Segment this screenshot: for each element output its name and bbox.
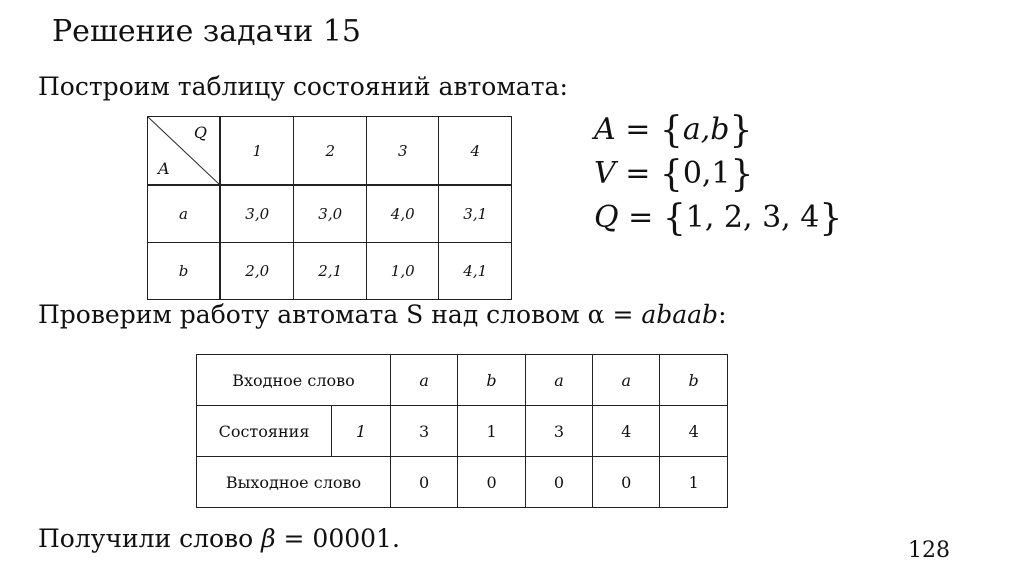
result-line: Получили слово β = 00001.	[38, 524, 400, 553]
set-v: V = {0,1}	[594, 154, 754, 195]
input-cell: a	[391, 355, 458, 406]
table-cell: 3,1	[439, 185, 512, 243]
input-cell: b	[458, 355, 526, 406]
input-cell: b	[660, 355, 728, 406]
state-table	[147, 116, 512, 300]
table-cell: 4,0	[366, 185, 439, 243]
output-cell: 0	[391, 457, 458, 508]
table-cell: 1,0	[366, 243, 439, 300]
state-cell: 1	[458, 406, 526, 457]
table-cell: 2,1	[294, 243, 367, 300]
check-line: Проверим работу автомата S над словом α = abaab:	[38, 300, 727, 329]
output-cell: 1	[660, 457, 728, 508]
set-q: Q = {1, 2, 3, 4}	[594, 198, 843, 239]
state-cell: 4	[593, 406, 660, 457]
slide-title: Решение задачи 15	[52, 14, 362, 49]
table-cell: 3,0	[294, 185, 367, 243]
states-label: Состояния	[197, 406, 332, 457]
input-symbol: a	[148, 185, 221, 243]
word-alpha: abaab	[641, 300, 719, 329]
output-cell: 0	[458, 457, 526, 508]
output-cell: 0	[525, 457, 592, 508]
input-symbol: b	[148, 243, 221, 300]
set-a: A = {a,b}	[594, 110, 753, 151]
subtitle: Построим таблицу состояний автомата:	[38, 72, 568, 101]
input-cell: a	[525, 355, 592, 406]
state-header: 1	[220, 117, 294, 186]
input-cell: a	[593, 355, 660, 406]
corner-q-label: Q	[193, 123, 207, 142]
set-definitions	[594, 110, 842, 242]
state-header: 3	[366, 117, 439, 186]
state-header: 2	[294, 117, 367, 186]
state-cell: 3	[391, 406, 458, 457]
trace-table	[196, 354, 728, 508]
page-number: 128	[908, 538, 950, 563]
output-word-label: Выходное слово	[197, 457, 391, 508]
table-cell: 3,0	[220, 185, 294, 243]
initial-state: 1	[332, 406, 391, 457]
table-cell: 2,0	[220, 243, 294, 300]
state-cell: 4	[660, 406, 728, 457]
table-cell: 4,1	[439, 243, 512, 300]
corner-cell	[148, 117, 221, 186]
state-cell: 3	[525, 406, 592, 457]
state-header: 4	[439, 117, 512, 186]
corner-a-label: A	[158, 159, 170, 178]
beta-symbol: β	[261, 524, 276, 553]
output-cell: 0	[593, 457, 660, 508]
input-word-label: Входное слово	[197, 355, 391, 406]
